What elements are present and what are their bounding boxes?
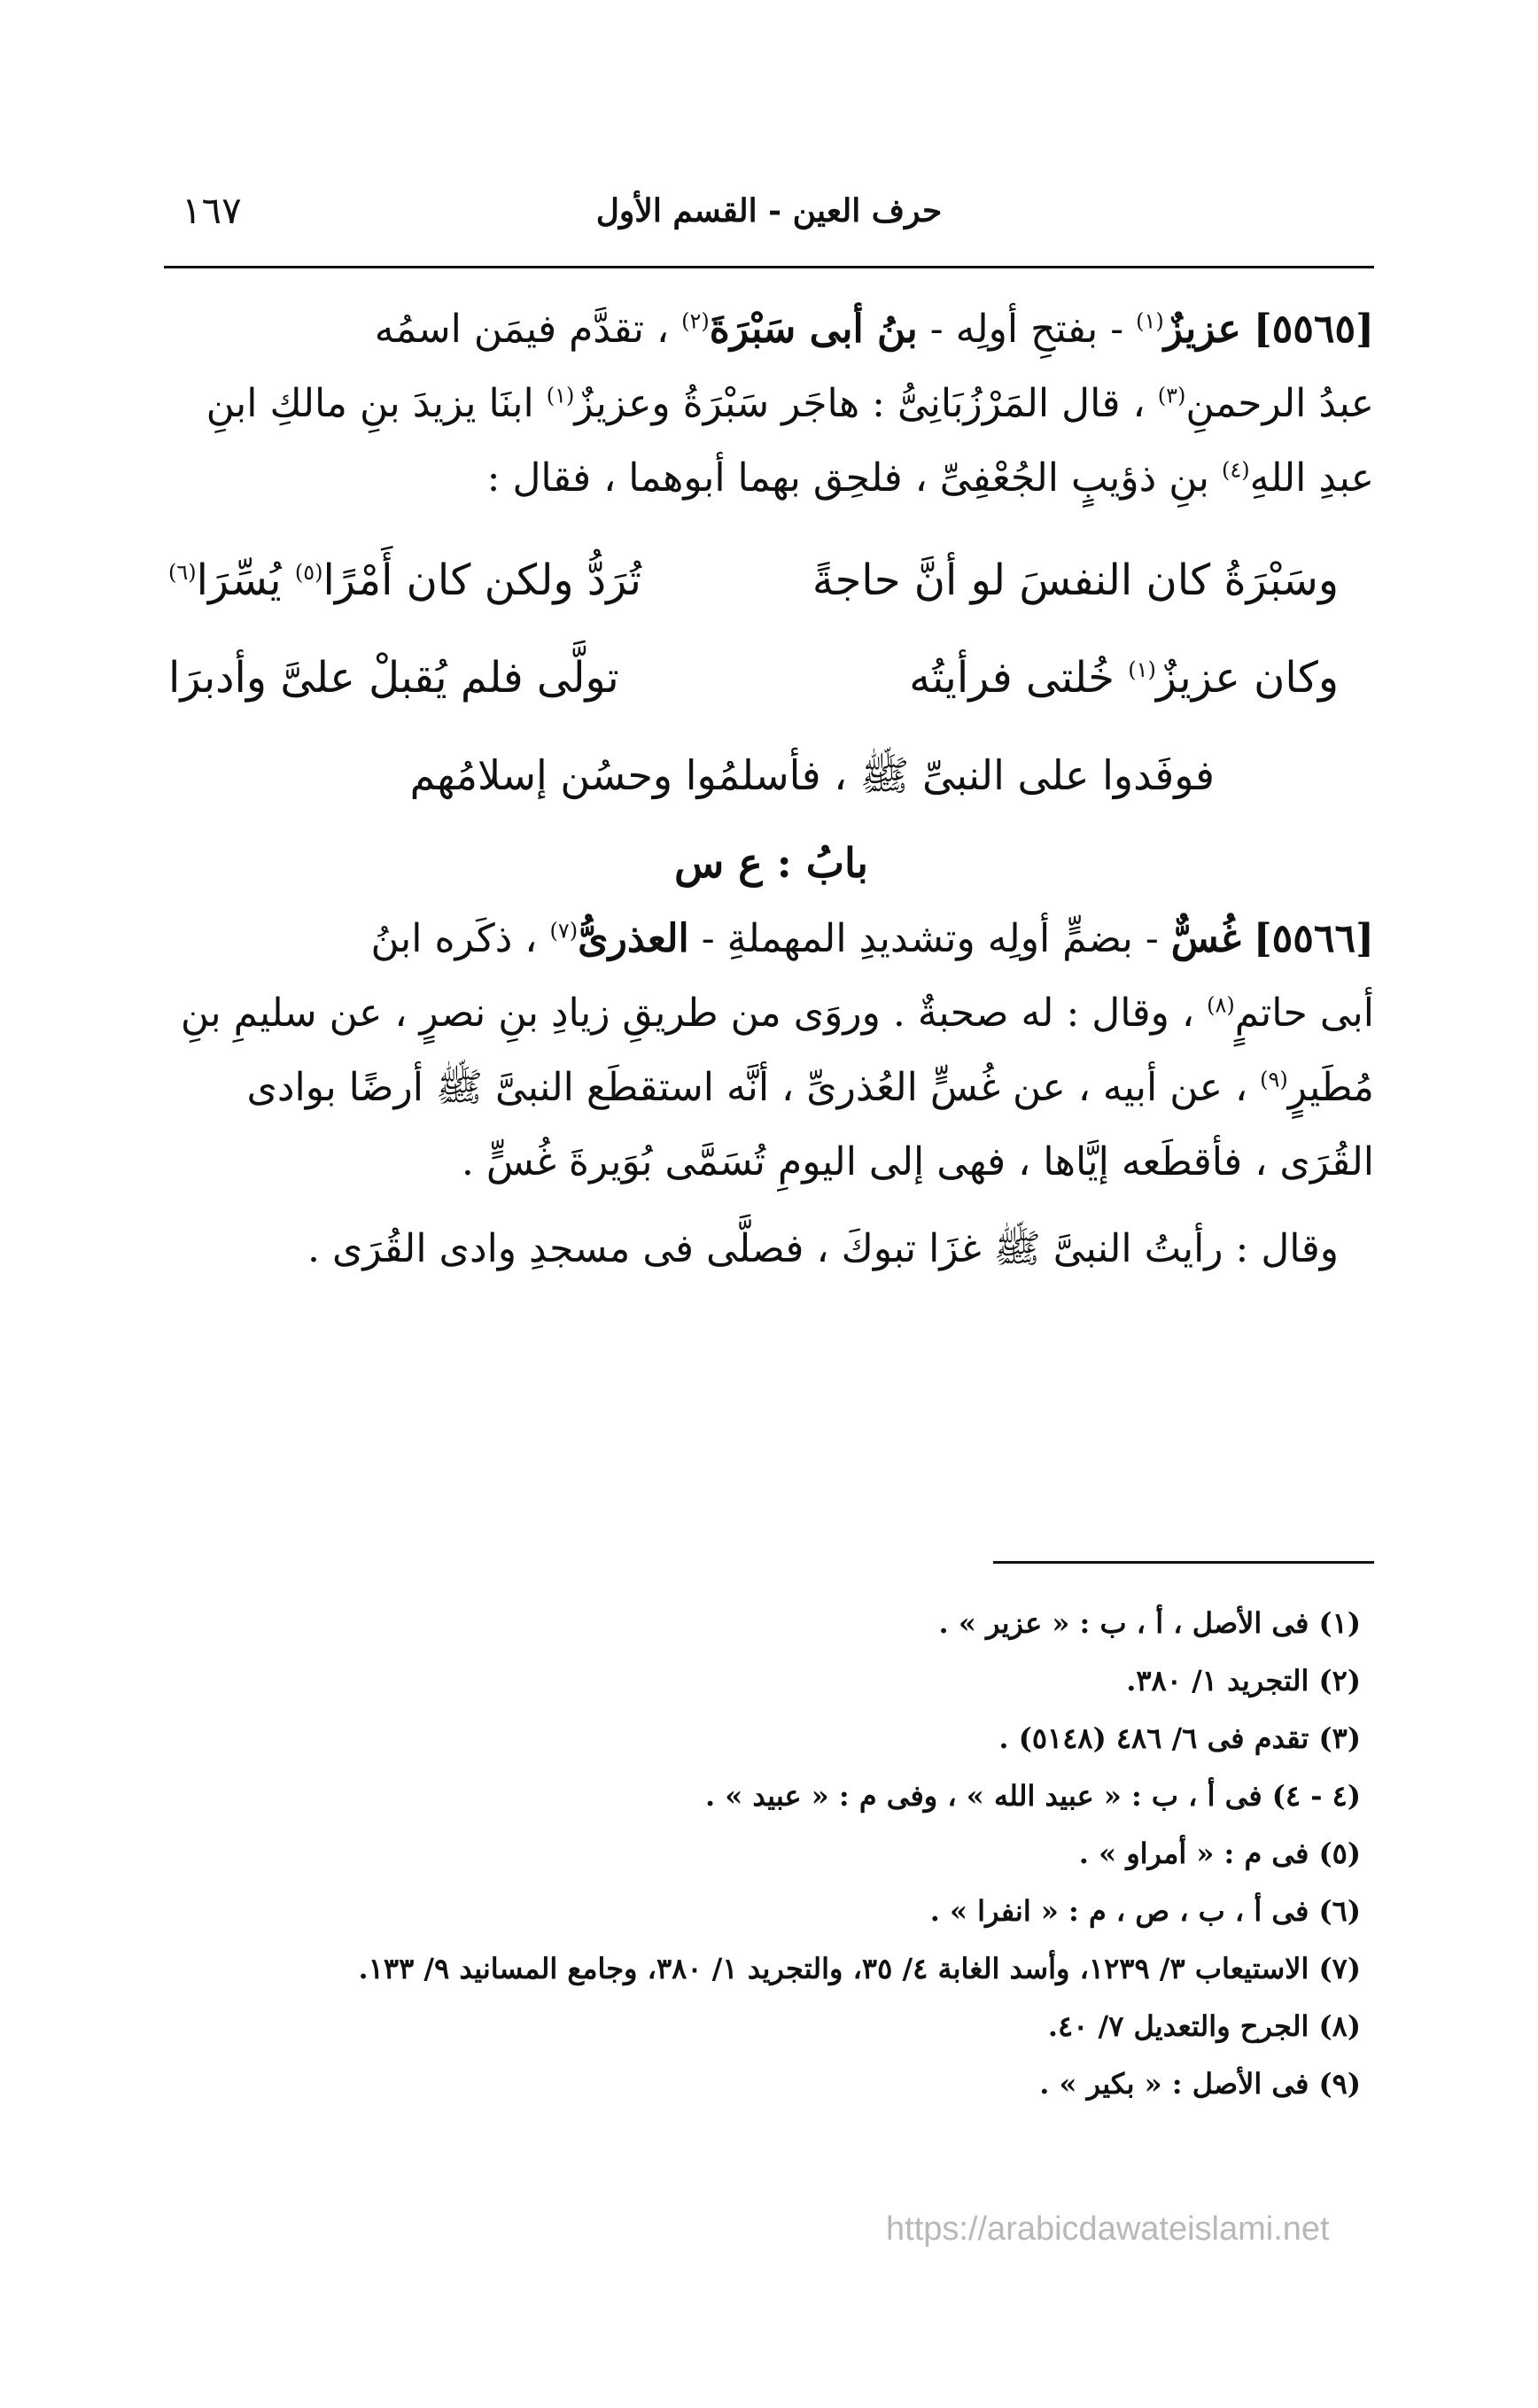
footnote-7: (٧) الاستيعاب ٣/ ١٢٣٩، وأسد الغابة ٤/ ٣٥، والتجريد ١/ ٣٨٠، وجامع المسانيد ٩/ ١٣٣. bbox=[358, 1952, 1361, 1985]
hemistich-first: وسَبْرَةُ كان النفسَ لو أنَّ حاجةً bbox=[812, 555, 1339, 605]
footnote-ref: (٨) bbox=[1207, 992, 1235, 1018]
footnotes bbox=[168, 1595, 1361, 2113]
section-heading: بابُ : ع س bbox=[674, 839, 868, 887]
text-run: يُسِّرَا bbox=[196, 555, 295, 605]
entry-lineage: بنُ أبى سَبْرَةَ bbox=[709, 307, 918, 352]
footnote-ref: (٣) bbox=[1157, 383, 1186, 408]
entry-number: [٥٥٦٥] bbox=[1253, 307, 1374, 352]
footnote-8: (٨) الجرح والتعديل ٧/ ٤٠. bbox=[1047, 2009, 1361, 2043]
text-run: ، تقدَّم فيمَن اسمُه bbox=[374, 307, 682, 352]
page-number: ١٦٧ bbox=[182, 189, 242, 232]
footnote-ref: (٧) bbox=[549, 918, 579, 944]
footnote-4: (٤ - ٤) فى أ ، ب : « عبيد الله » ، وفى م : « عبيد » . bbox=[704, 1779, 1361, 1813]
footnote-3: (٣) تقدم فى ٦/ ٤٨٦ (٥١٤٨) . bbox=[998, 1721, 1361, 1755]
entry-name: عزيزٌ bbox=[1163, 307, 1241, 352]
text-run: ابنَا يزيدَ بنِ مالكِ ابنِ bbox=[206, 381, 547, 426]
entry-name: غُسٌّ bbox=[1170, 916, 1241, 961]
hemistich-second: تولَّى فلم يُقبلْ علىَّ وأدبرَا bbox=[168, 653, 619, 703]
poem bbox=[168, 532, 1339, 726]
text-run: ، قال المَرْزُبَانِىُّ : هاجَر سَبْرَةُ وعزيزٌ bbox=[574, 381, 1158, 426]
entry-5566 bbox=[168, 902, 1374, 1286]
footnote-ref: (٦) bbox=[168, 560, 197, 585]
entry-5565-line-3 bbox=[168, 441, 1374, 516]
footnote-2: (٢) التجريد ١/ ٣٨٠. bbox=[1126, 1664, 1361, 1697]
entry-5565 bbox=[168, 292, 1374, 516]
footnote-9: (٩) فى الأصل : « بكير » . bbox=[1039, 2067, 1361, 2101]
text-run: عبدُ الرحمنِ bbox=[1185, 381, 1374, 426]
footnote-ref: (١) bbox=[1136, 308, 1164, 334]
text-run: خُلتى فرأيتُه bbox=[909, 653, 1129, 703]
entry-5566-line-1 bbox=[168, 902, 1374, 976]
watermark: https://arabicdawateislami.net bbox=[886, 2210, 1330, 2248]
text-run: عبدِ اللهِ bbox=[1249, 455, 1374, 501]
text-run: ، عن أبيه ، عن غُسٍّ العُذرىِّ ، أنَّه استقطَع النبىَّ ﷺ أرضًا بوادى bbox=[246, 1065, 1261, 1110]
footnote-ref: (٥) bbox=[294, 560, 323, 585]
text-run: بنِ ذؤيبٍ الجُعْفِىِّ ، فلحِق بهما أبوهما ، فقال : bbox=[486, 455, 1222, 501]
poem-verse-2 bbox=[168, 629, 1339, 726]
page-header bbox=[164, 182, 1374, 244]
text-run: ، ذكَره ابنُ bbox=[370, 916, 550, 961]
footnote-1: (١) فى الأصل ، أ ، ب : « عزير » . bbox=[938, 1606, 1361, 1640]
footnote-ref: (١) bbox=[1128, 657, 1156, 682]
text-run: وكان عزيزٌ bbox=[1155, 653, 1339, 703]
text-run: أبى حاتمٍ bbox=[1234, 990, 1374, 1036]
entry-5565-line-2 bbox=[168, 367, 1374, 441]
header-rule bbox=[164, 266, 1374, 268]
running-title: حرف العين - القسم الأول bbox=[595, 192, 943, 229]
entry-5566-line-5: وقال : رأيتُ النبىَّ ﷺ غزَا تبوكَ ، فصلَّى فى مسجدِ وادى القُرَى . bbox=[307, 1226, 1339, 1271]
text-run: - بفتحِ أولِه - bbox=[917, 307, 1137, 352]
hemistich-first bbox=[909, 629, 1339, 726]
poem-closing-line: فوفَدوا على النبىِّ ﷺ ، فأسلمُوا وحسُن إسلامُهم bbox=[409, 751, 1215, 799]
footnote-ref: (٢) bbox=[681, 308, 710, 334]
footnote-ref: (٩) bbox=[1260, 1067, 1288, 1092]
poem-verse-1 bbox=[168, 532, 1339, 629]
entry-number: [٥٥٦٦] bbox=[1253, 916, 1374, 961]
entry-nisba: العذرىُّ bbox=[578, 916, 689, 961]
entry-5566-line-2 bbox=[168, 976, 1374, 1051]
text-run: - بضمٍّ أولِه وتشديدِ المهملةِ - bbox=[688, 916, 1171, 961]
hemistich-second bbox=[168, 532, 641, 629]
entry-5565-line-1 bbox=[168, 292, 1374, 367]
footnote-ref: (١) bbox=[546, 383, 575, 408]
text-run: تُرَدُّ ولكن كان أَمْرًا bbox=[322, 555, 641, 605]
footnote-rule bbox=[993, 1561, 1374, 1564]
entry-5566-line-3 bbox=[168, 1051, 1374, 1125]
entry-5566-line-4: القُرَى ، فأقطَعه إيَّاها ، فهى إلى اليومِ تُسَمَّى بُوَيرةَ غُسٍّ . bbox=[461, 1139, 1374, 1185]
footnote-ref: (٤) bbox=[1221, 457, 1250, 483]
footnote-5: (٥) فى م : « أمراو » . bbox=[1078, 1837, 1361, 1870]
text-run: مُطَيرٍ bbox=[1287, 1065, 1374, 1110]
main-text bbox=[168, 292, 1374, 1286]
footnote-6: (٦) فى أ ، ب ، ص ، م : « انفرا » . bbox=[929, 1894, 1361, 1928]
text-run: ، وقال : له صحبةٌ . وروَى من طريقِ زيادِ بنِ نصرٍ ، عن سليمِ بنِ bbox=[180, 990, 1208, 1036]
